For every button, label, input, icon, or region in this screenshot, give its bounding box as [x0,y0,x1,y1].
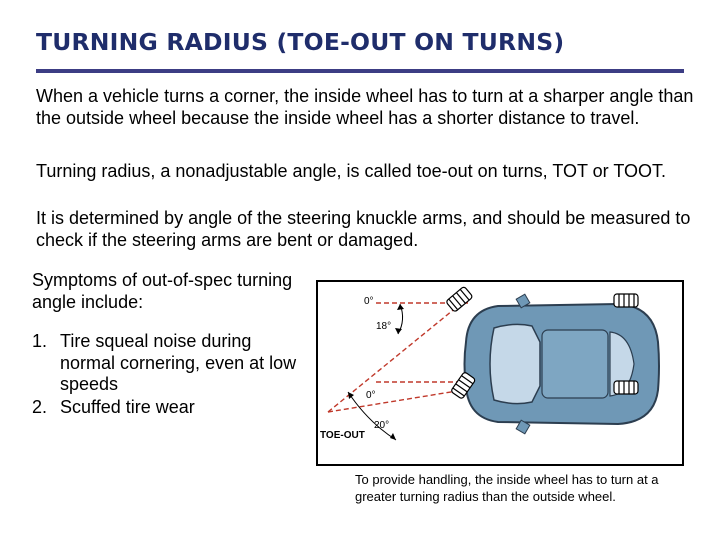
measurement-paragraph: It is determined by angle of the steering knuckle arms, and should be measured to check if the steering arms are bent or damaged. [36,208,691,250]
rear-right-wheel [614,381,638,394]
list-item-text: Scuffed tire wear [60,396,195,417]
inner-zero-degree-label: 0° [366,390,376,401]
outer-wheel-angle-label: 18° [376,321,392,332]
list-item [32,397,302,419]
outer-front-wheel [446,286,473,312]
car-top-view-illustration [318,282,682,464]
title-underline [36,69,684,73]
symptoms-list [32,331,302,418]
list-item-number: 2. [32,396,48,417]
outer-zero-degree-label: 0° [364,296,374,307]
toe-out-label: TOE-OUT [320,430,365,441]
car-body [465,294,660,434]
rear-left-wheel [614,294,638,307]
turning-radius-diagram [316,280,684,466]
list-item-number: 1. [32,331,48,351]
inner-wheel-angle-label: 20° [374,420,390,431]
symptoms-heading: Symptoms of out-of-spec turning angle include: [32,270,293,312]
list-item-text: Tire squeal noise during normal cornering, even at low speeds [60,331,297,394]
slide-title: TURNING RADIUS (TOE-OUT ON TURNS) [36,28,565,56]
list-item [32,331,302,396]
outer-wheel-angle-line [328,302,463,412]
intro-paragraph: When a vehicle turns a corner, the inside wheel has to turn at a sharper angle than the outside wheel because the inside wheel has a shorter distance to travel. [36,86,694,128]
diagram-caption: To provide handling, the inside wheel has to turn at a greater turning radius than the outside wheel. [355,472,659,504]
toe-out-definition-paragraph: Turning radius, a nonadjustable angle, is called toe-out on turns, TOT or TOOT. [36,161,667,181]
